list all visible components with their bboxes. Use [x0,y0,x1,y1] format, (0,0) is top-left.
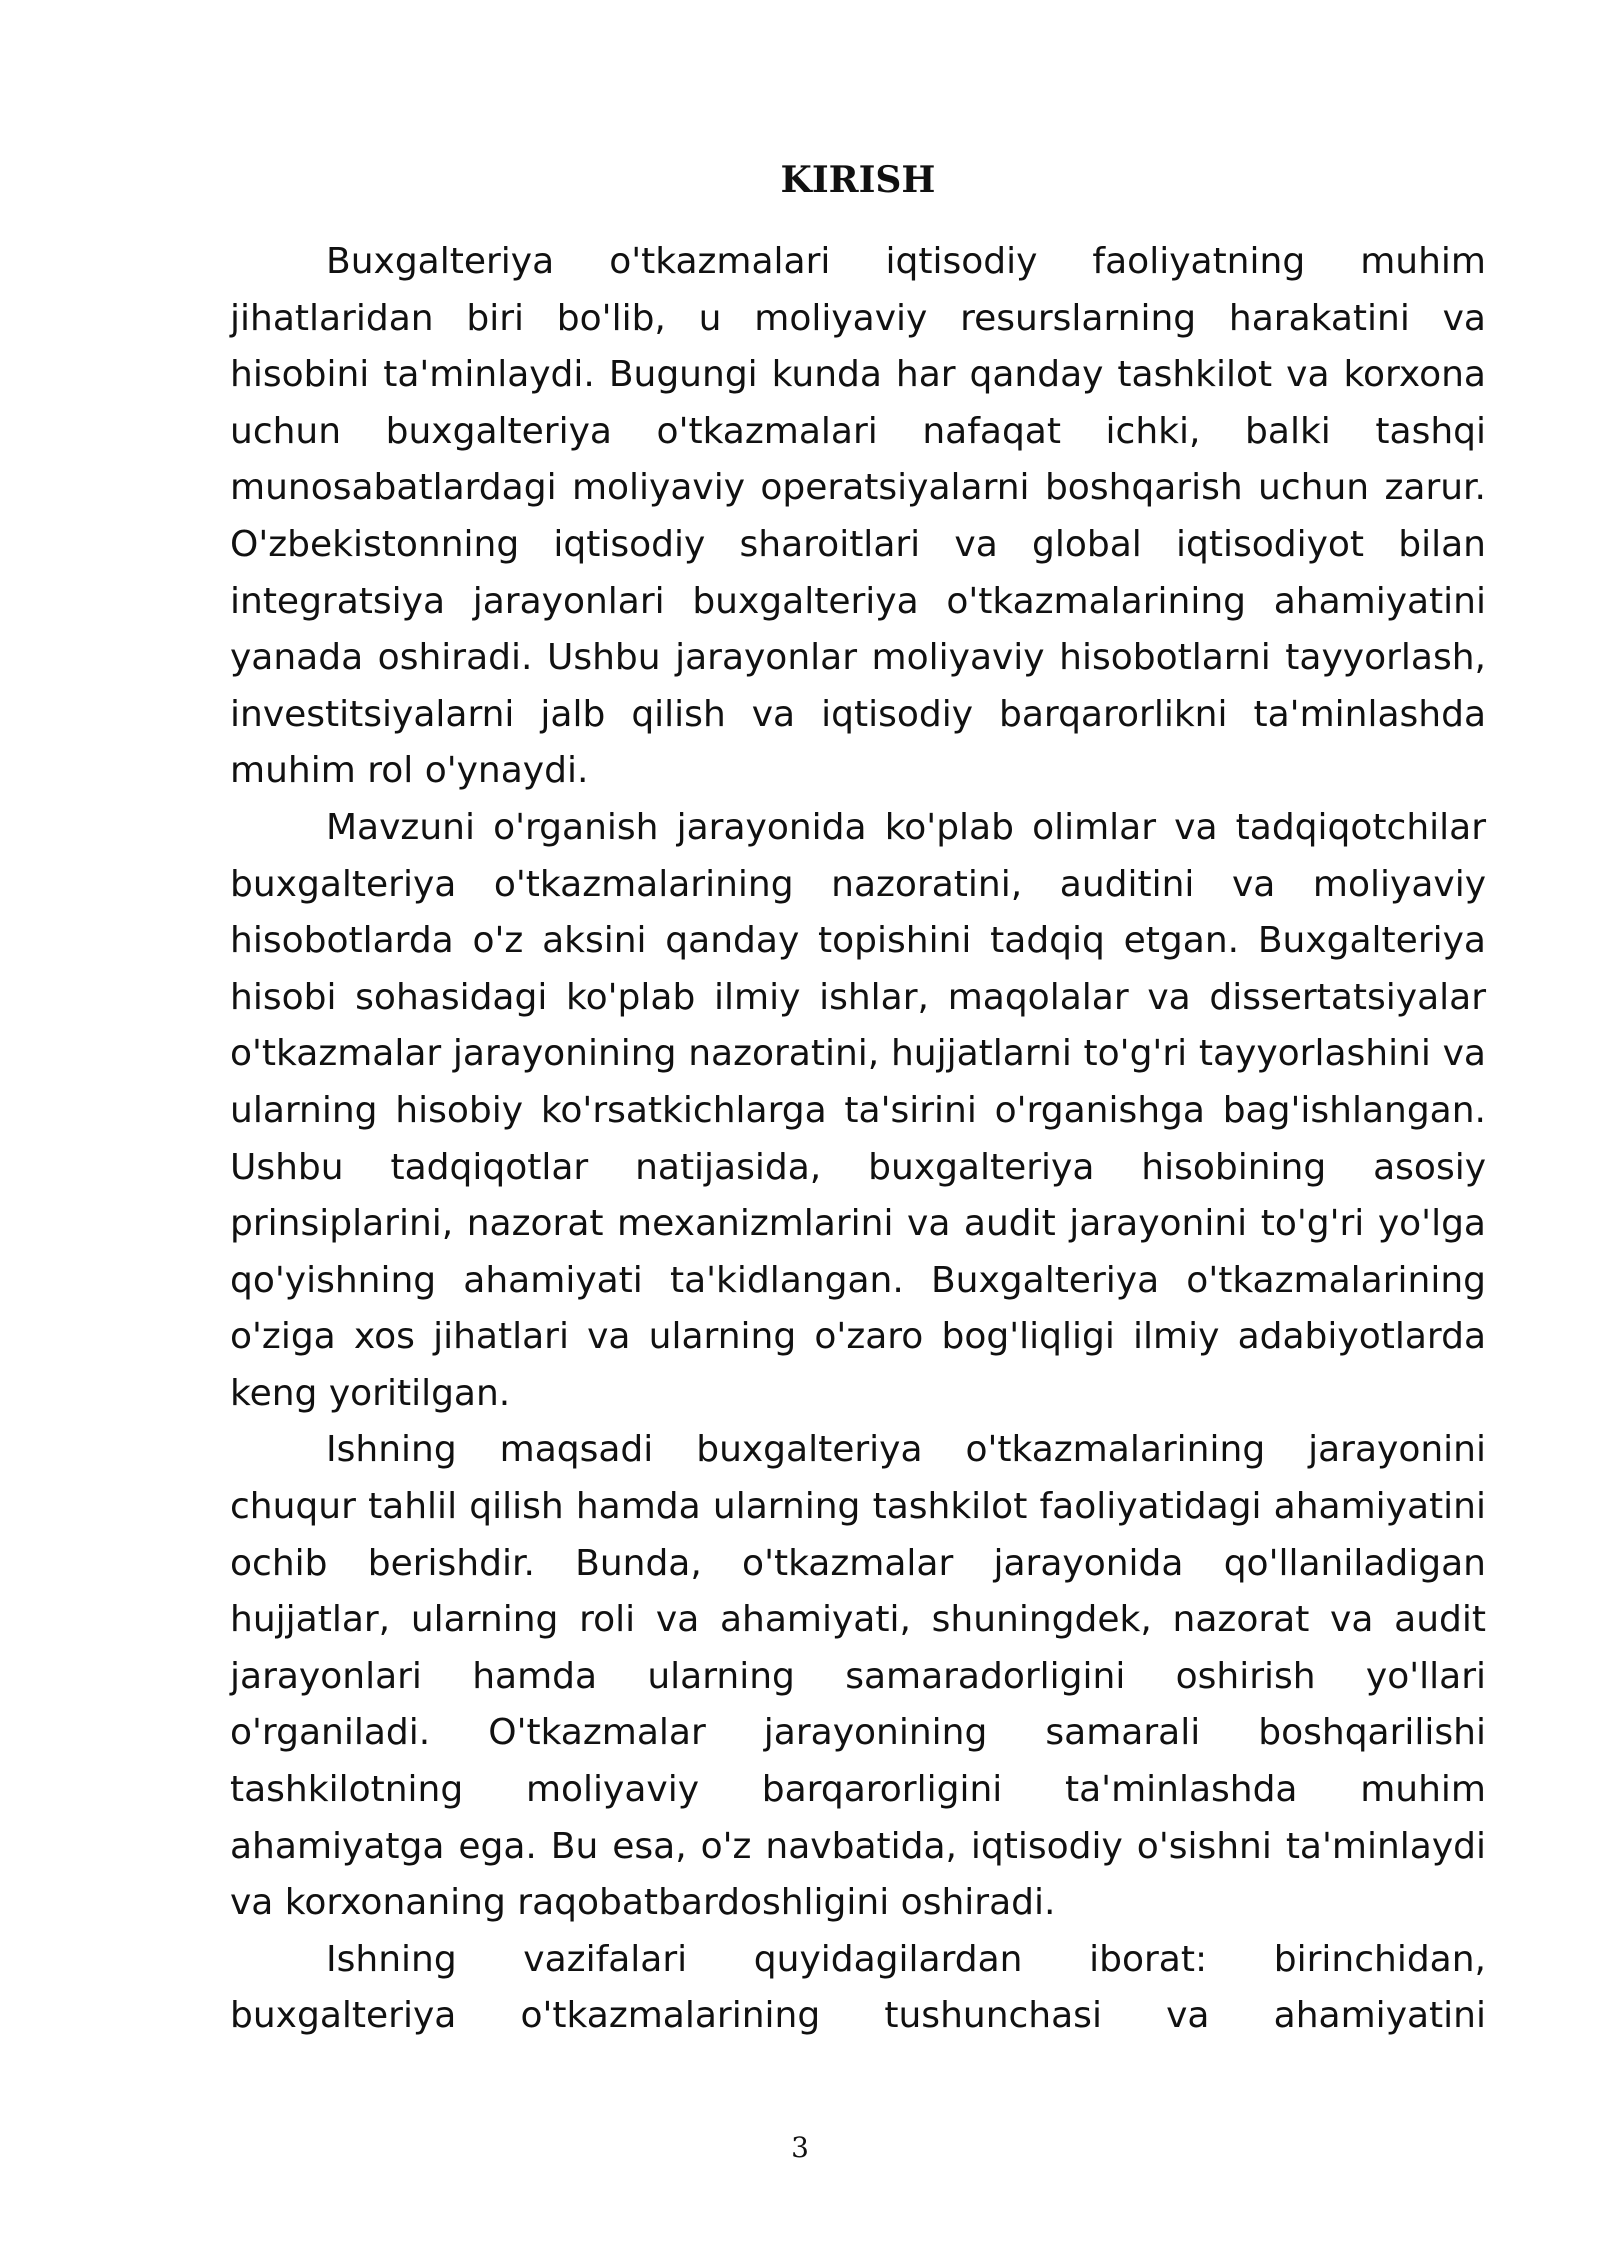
section-heading: KIRISH [780,159,936,201]
page-number: 3 [791,2131,809,2164]
paragraph-tasks: Ishning vazifalari quyidagilardan iborat: birinchidan, buxgalteriya o'tkazmalarining tushunchasi va ahamiyatini [230,1938,1486,2037]
paragraph-literature-review: Mavzuni o'rganish jarayonida ko'plab olimlar va tadqiqotchilar buxgalteriya o'tkazmalarining nazoratini, auditini va moliyaviy hisobotlarda o'z aksini qanday topishini tadqiq etgan. Buxgalteriya hisobi sohasidagi ko'plab ilmiy ishlar, maqolalar va dissertatsiyalar o'tkazmalar jarayonining nazoratini, hujjatlarni to'g'ri tayyorlashini va ularning hisobiy ko'rsatkichlarga ta'sirini o'rganishga bag'ishlangan. Ushbu tadqiqotlar natijasida, buxgalteriya hisobining asosiy prinsiplarini, nazorat mexanizmlarini va audit jarayonini to'g'ri yo'lga qo'yishning ahamiyati ta'kidlangan. Buxgalteriya o'tkazmalarining o'ziga xos jihatlari va ularning o'zaro bog'liqligi ilmiy adabiyotlarda keng yoritilgan. [230,806,1486,1414]
document-page [230,150,1486,2200]
paragraph-intro: Buxgalteriya o'tkazmalari iqtisodiy faoliyatning muhim jihatlaridan biri bo'lib, u moliyaviy resurslarning harakatini va hisobini ta'minlaydi. Bugungi kunda har qanday tashkilot va korxona uchun buxgalteriya o'tkazmalari nafaqat ichki, balki tashqi munosabatlardagi moliyaviy operatsiyalarni boshqarish uchun zarur. O'zbekistonning iqtisodiy sharoitlari va global iqtisodiyot bilan integratsiya jarayonlari buxgalteriya o'tkazmalarining ahamiyatini yanada oshiradi. Ushbu jarayonlar moliyaviy hisobotlarni tayyorlash, investitsiyalarni jalb qilish va iqtisodiy barqarorlikni ta'minlashda muhim rol o'ynaydi. [230,241,1486,792]
paragraph-goal: Ishning maqsadi buxgalteriya o'tkazmalarining jarayonini chuqur tahlil qilish hamda ularning tashkilot faoliyatidagi ahamiyatini ochib berishdir. Bunda, o'tkazmalar jarayonida qo'llaniladigan hujjatlar, ularning roli va ahamiyati, shuningdek, nazorat va audit jarayonlari hamda ularning samaradorligini oshirish yo'llari o'rganiladi. O'tkazmalar jarayonining samarali boshqarilishi tashkilotning moliyaviy barqarorligini ta'minlashda muhim ahamiyatga ega. Bu esa, o'z navbatida, iqtisodiy o'sishni ta'minlaydi va korxonaning raqobatbardoshligini oshiradi. [230,1429,1486,1924]
